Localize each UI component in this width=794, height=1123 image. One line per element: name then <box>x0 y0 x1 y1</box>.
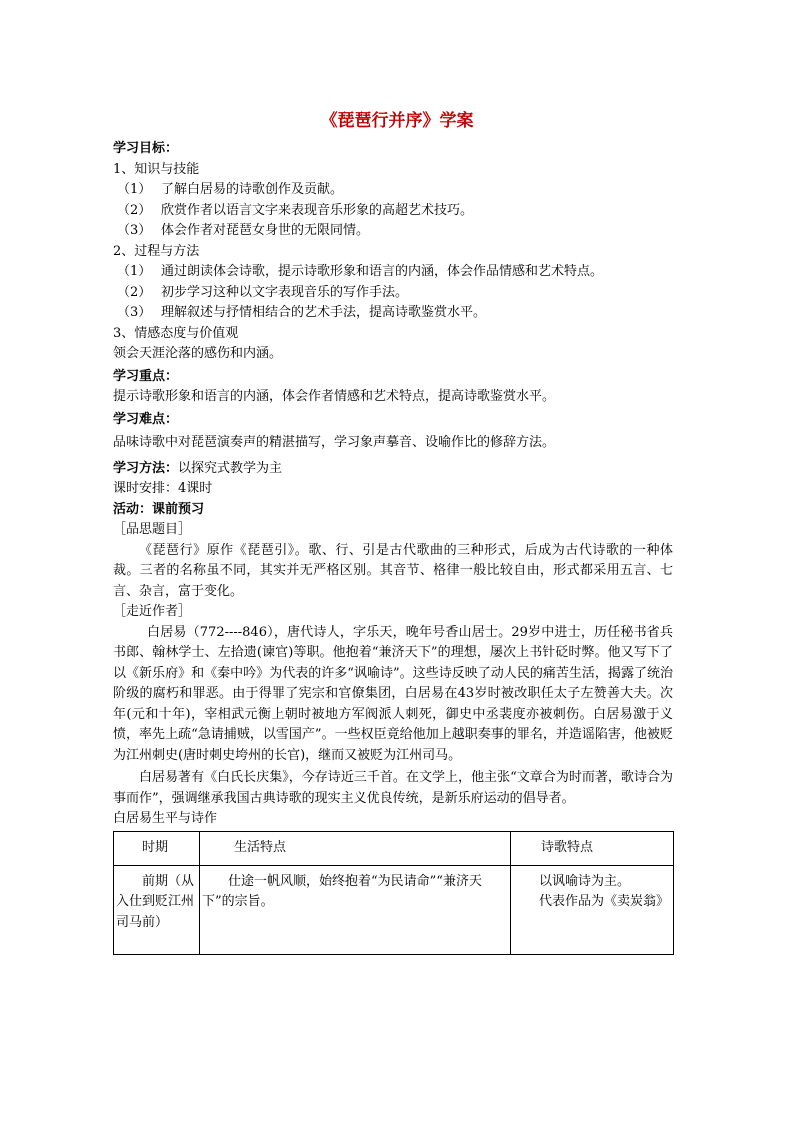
list-item <box>113 221 673 242</box>
objectives-subsection-1: 1、知识与技能 <box>113 161 200 177</box>
header-life: 生活特点 <box>234 839 287 855</box>
item-text: 了解白居易的诗歌创作及贡献。 <box>161 182 344 197</box>
item-number: （3） <box>117 223 152 238</box>
header-cell <box>511 831 674 865</box>
method-text: 以探究式教学为主 <box>178 460 283 476</box>
item-text: 初步学习这种以文字表现音乐的写作手法。 <box>161 284 409 300</box>
key-points-text: 提示诗歌形象和语言的内涵，体会作者情感和艺术特点，提高诗歌鉴赏水平。 <box>113 389 556 404</box>
header-cell <box>114 831 200 865</box>
title-paragraph: 《琵琶行》原作《琵琶引》。歌、行、引是古代歌曲的三种形式，后成为古代诗歌的一种体裁。三者的名称虽不同，其实并无严格区别。其音节、格律一般比较自由，形式都采用五言、七言、杂言，富于变化。 <box>113 542 673 599</box>
cell-period <box>114 865 200 954</box>
life-text: 仕途一帆风顺，始终抱着“为民请命”“兼济天下”的宗旨。 <box>202 873 482 909</box>
poetry-text-2: 代表作品为《卖炭翁》 <box>539 894 670 909</box>
item-number: （2） <box>117 202 152 218</box>
header-period: 时期 <box>142 839 169 855</box>
list-item <box>113 283 673 304</box>
item-number: （3） <box>117 305 152 320</box>
item-text: 欣赏作者以语言文字来表现音乐形象的高超艺术技巧。 <box>161 202 474 218</box>
page-title: 《琵琶行并序》学案 <box>320 111 474 131</box>
poetry-text-1: 以讽喻诗为主。 <box>539 873 631 889</box>
section-label-author: ［走近作者］ <box>113 604 192 619</box>
item-number: （1） <box>117 182 152 197</box>
activity-heading: 活动：课前预习 <box>113 501 205 517</box>
method-label: 学习方法： <box>113 460 179 476</box>
schedule-line: 课时安排：4课时 <box>113 481 213 496</box>
item-number: （2） <box>117 284 152 300</box>
list-item <box>113 262 673 283</box>
objectives-subsection-3-text: 领会天涯沦落的感伤和内涵。 <box>113 346 283 361</box>
table-caption: 白居易生平与诗作 <box>113 811 218 826</box>
list-item <box>113 201 673 222</box>
header-cell <box>200 831 511 865</box>
method-line <box>113 459 673 480</box>
item-text: 通过朗读体会诗歌，提示诗歌形象和语言的内涵，体会作品情感和艺术特点。 <box>161 264 604 279</box>
difficulties-heading: 学习难点： <box>113 411 179 427</box>
life-works-table <box>113 831 674 955</box>
period-text: 前期（从入仕到贬江州司马前） <box>116 873 195 930</box>
author-paragraph-2: 白居易著有《白氏长庆集》，今存诗近三千首。在文学上，他主张“文章合为时而著，歌诗合为事而作”，强调继承我国古典诗歌的现实主义优良传统，是新乐府运动的倡导者。 <box>113 770 673 806</box>
item-text: 理解叙述与抒情相结合的艺术手法，提高诗歌鉴赏水平。 <box>161 305 487 320</box>
list-item <box>113 303 673 324</box>
header-poetry: 诗歌特点 <box>541 839 594 855</box>
key-points-heading: 学习重点： <box>113 368 179 384</box>
difficulties-text: 品味诗歌中对琵琶演奏声的精湛描写，学习象声摹音、设喻作比的修辞方法。 <box>113 435 556 450</box>
objectives-subsection-2: 2、过程与方法 <box>113 243 200 259</box>
author-paragraph-1: 白居易（772----846），唐代诗人，字乐天，晚年号香山居士。29岁中进士，历任秘书省兵书郎、翰林学士、左拾遗(谏官)等职。他抱着“兼济天下”的理想，屡次上书针砭时弊。他又写下了以《新乐府》和《秦中吟》为代表的许多“讽喻诗”。这些诗反映了动人民的痛苦生活，揭露了统治阶级的腐朽和罪恶。由于得罪了宪宗和官僚集团，白居易在43岁时被改职任太子左赞善大夫。次年(元和十年)，宰相武元衡上朝时被地方军阀派人刺死，御史中丞裴度亦被刺伤。白居易激于义愤，率先上疏“急请捕贼，以雪国产”。一些权臣竟给他加上越职奏事的罪名，并造谣陷害，他被贬为江州刺史(唐时刺史垮州的长官)，继而又被贬为江州司马。 <box>113 624 673 763</box>
document-body <box>113 139 673 955</box>
section-label-title: ［品思题目］ <box>113 522 192 537</box>
cell-life <box>200 865 511 954</box>
objectives-heading: 学习目标： <box>113 141 179 156</box>
table-header-row <box>114 831 674 865</box>
item-text: 体会作者对琵琶女身世的无限同情。 <box>161 223 370 238</box>
objectives-subsection-3: 3、情感态度与价值观 <box>113 325 239 341</box>
item-number: （1） <box>117 264 152 279</box>
list-item <box>113 180 673 201</box>
table-row <box>114 865 674 954</box>
cell-poetry <box>511 865 674 954</box>
